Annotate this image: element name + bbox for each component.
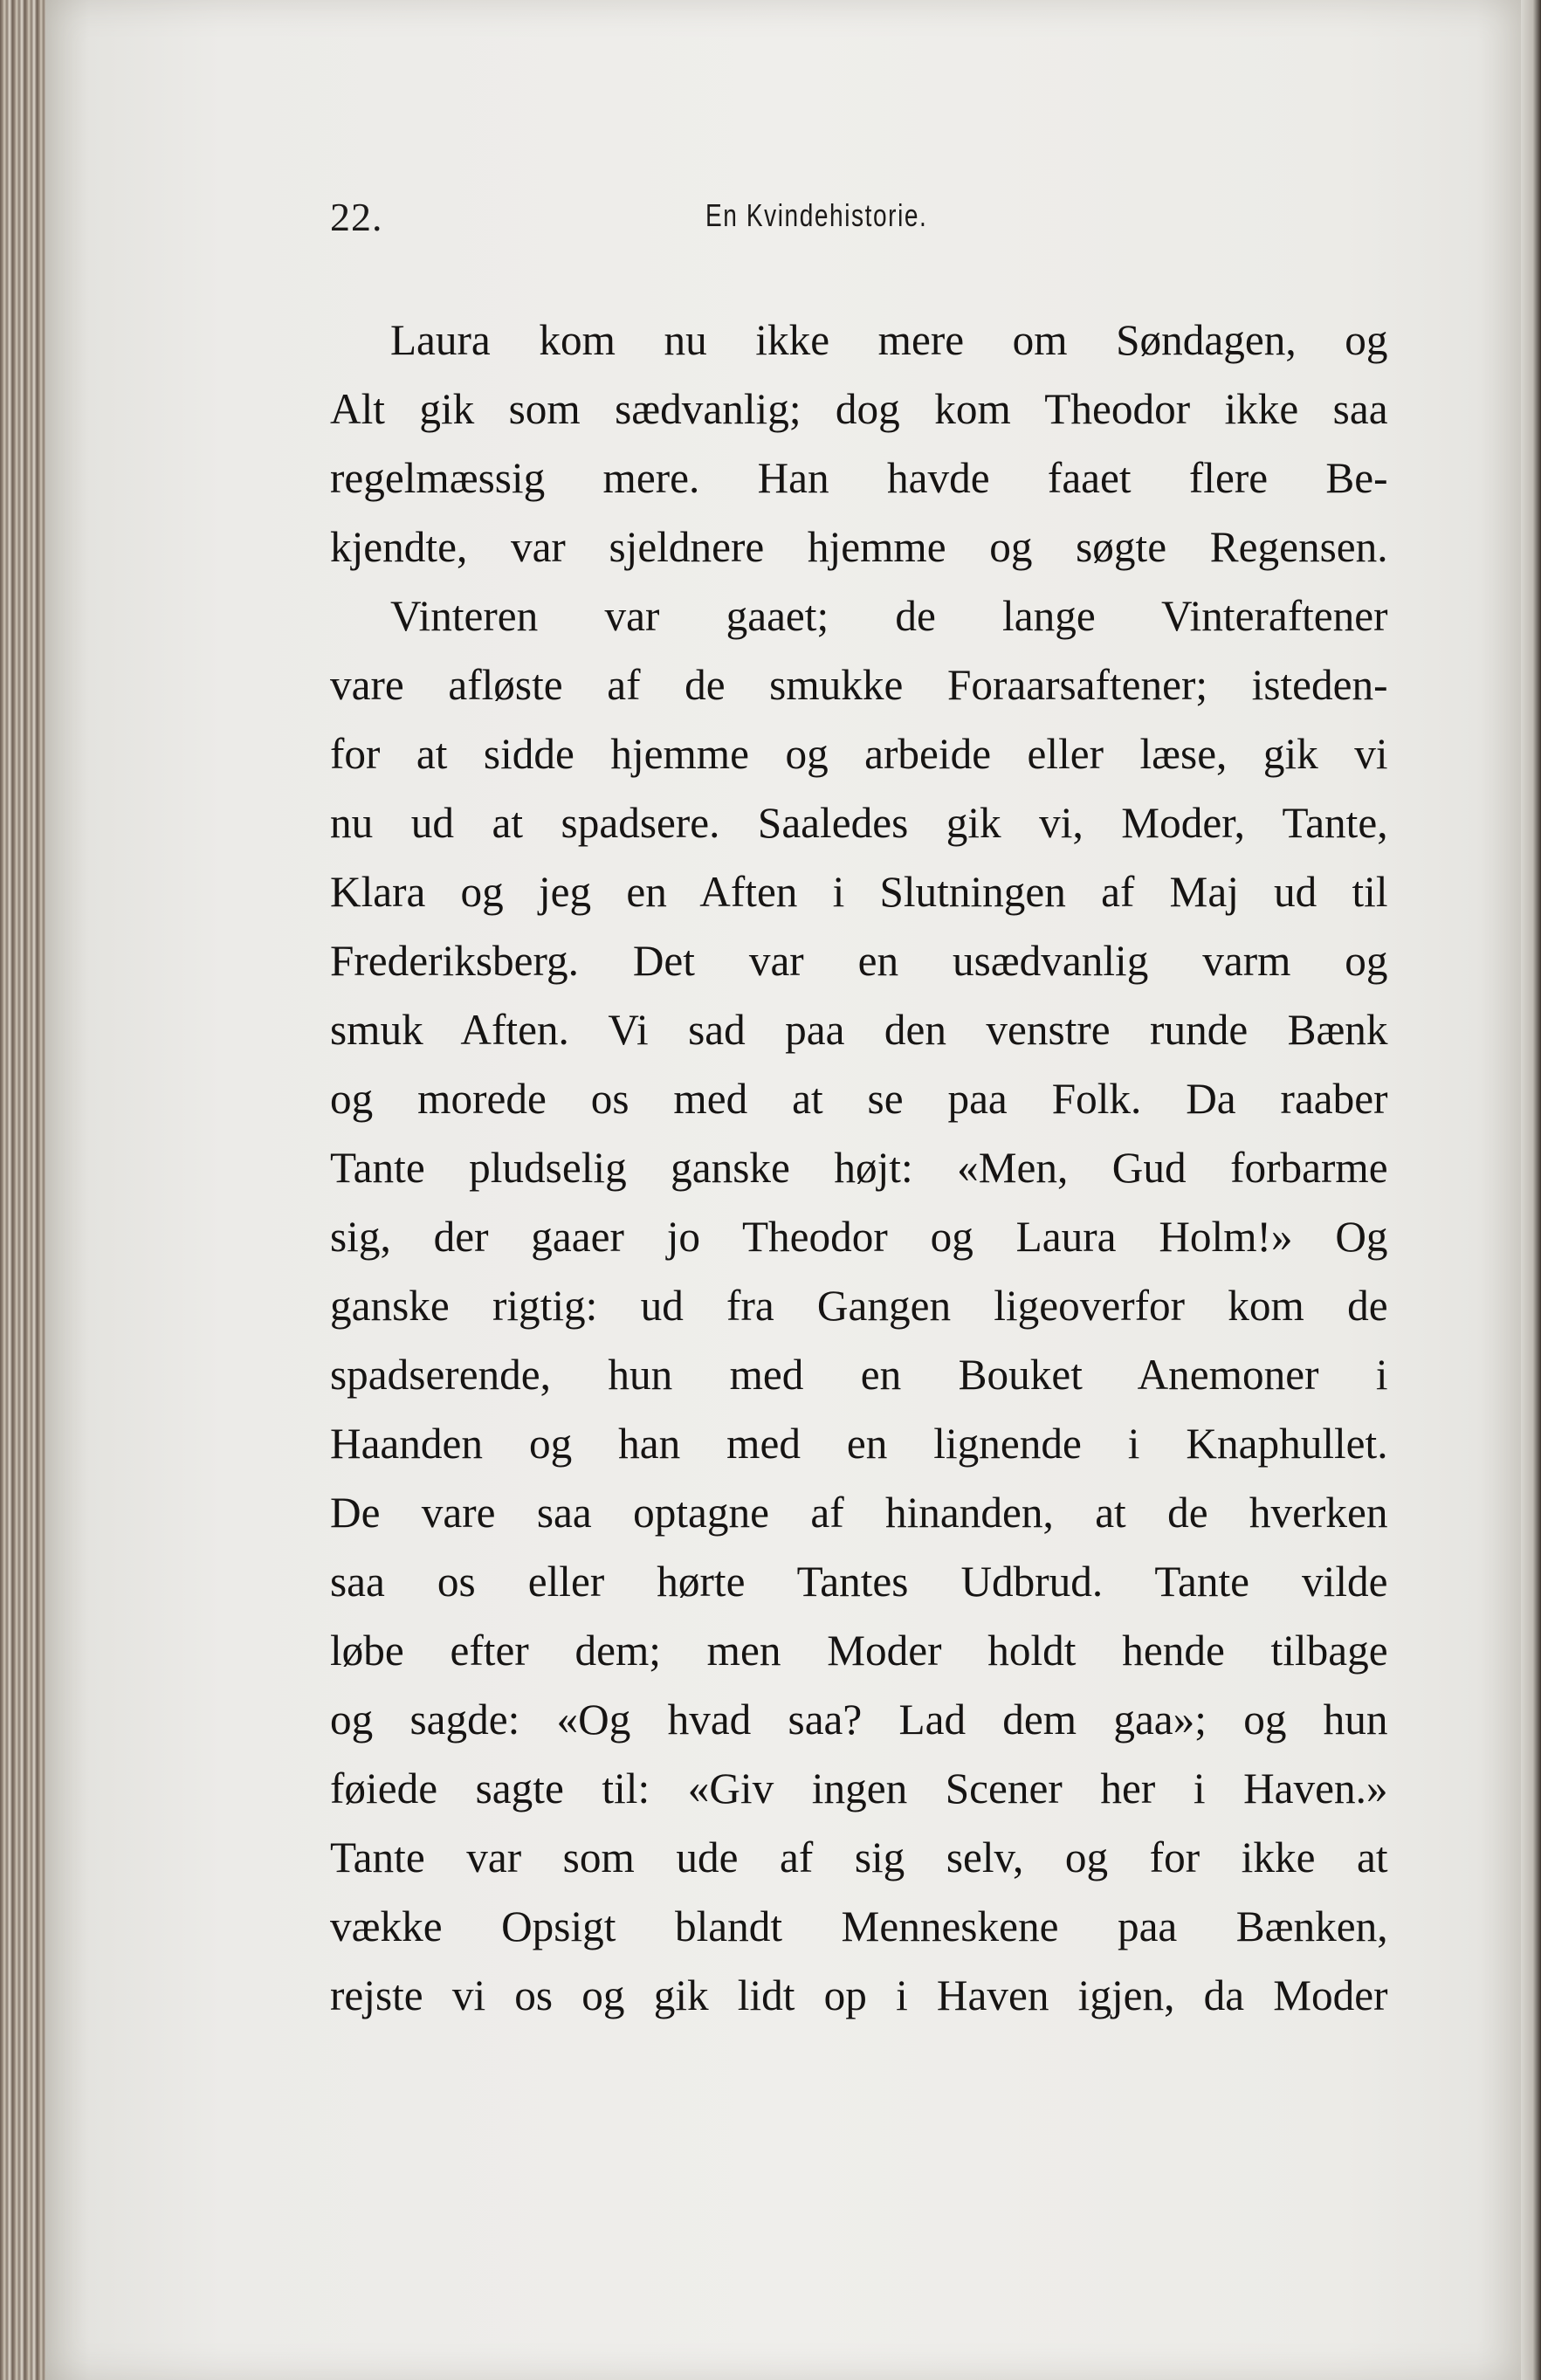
text-line: vække Opsigt blandt Menneskene paa Bænken, bbox=[330, 1902, 1388, 1950]
text-line: saa os eller hørte Tantes Udbrud. Tante vilde bbox=[330, 1557, 1388, 1606]
book-right-edge bbox=[1521, 0, 1541, 2380]
text-line: Haanden og han med en lignende i Knaphullet. bbox=[330, 1419, 1388, 1468]
text-line: og morede os med at se paa Folk. Da raaber bbox=[330, 1074, 1388, 1123]
text-line: Vinteren var gaaet; de lange Vinteraftener bbox=[389, 591, 1388, 640]
text-line: og sagde: «Og hvad saa? Lad dem gaa»; og hun bbox=[330, 1695, 1388, 1744]
running-title: En Kvindehistorie. bbox=[705, 197, 928, 233]
text-line: Tante var som ude af sig selv, og for ikke at bbox=[330, 1833, 1388, 1881]
text-line: Klara og jeg en Aften i Slutningen af Maj ud til bbox=[330, 867, 1388, 916]
text-line: føiede sagte til: «Giv ingen Scener her i Haven.» bbox=[330, 1764, 1388, 1813]
text-line: Laura kom nu ikke mere om Søndagen, og bbox=[389, 315, 1388, 364]
page-number: 22. bbox=[330, 195, 383, 239]
text-line: smuk Aften. Vi sad paa den venstre runde Bænk bbox=[330, 1005, 1388, 1054]
text-line: rejste vi os og gik lidt op i Haven igjen, da Moder bbox=[330, 1971, 1388, 2019]
text-line: kjendte, var sjeldnere hjemme og søgte Regensen. bbox=[330, 522, 1388, 571]
text-line: De vare saa optagne af hinanden, at de hverken bbox=[330, 1488, 1388, 1537]
text-line: løbe efter dem; men Moder holdt hende tilbage bbox=[330, 1626, 1388, 1675]
book-page-edges bbox=[0, 0, 45, 2380]
text-line: vare afløste af de smukke Foraarsaftener; isteden- bbox=[330, 660, 1388, 709]
text-line: regelmæssig mere. Han havde faaet flere Be- bbox=[330, 453, 1388, 502]
body-text bbox=[330, 306, 1404, 2030]
text-line: ganske rigtig: ud fra Gangen ligeoverfor kom de bbox=[330, 1281, 1388, 1330]
text-line: Alt gik som sædvanlig; dog kom Theodor ikke saa bbox=[330, 384, 1388, 433]
text-line: sig, der gaaer jo Theodor og Laura Holm!» Og bbox=[330, 1212, 1388, 1261]
text-line: nu ud at spadsere. Saaledes gik vi, Moder, Tante, bbox=[330, 798, 1388, 847]
text-line: Frederiksberg. Det var en usædvanlig varm og bbox=[330, 936, 1388, 985]
text-line: spadserende, hun med en Bouket Anemoner i bbox=[330, 1350, 1388, 1399]
text-line: for at sidde hjemme og arbeide eller læse, gik vi bbox=[330, 729, 1388, 778]
text-line: Tante pludselig ganske højt: «Men, Gud forbarme bbox=[330, 1143, 1388, 1192]
page-header bbox=[330, 194, 1203, 246]
